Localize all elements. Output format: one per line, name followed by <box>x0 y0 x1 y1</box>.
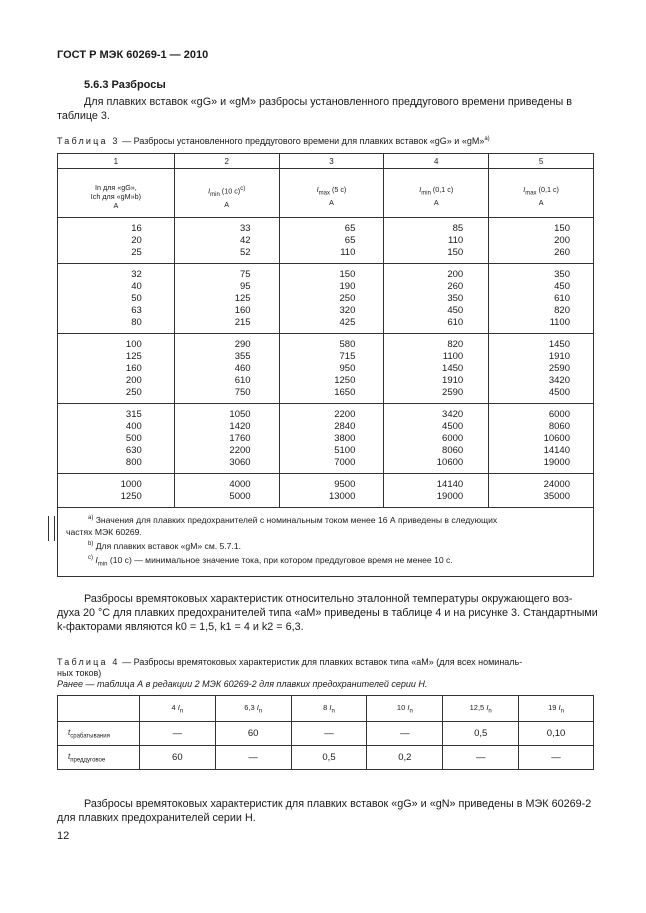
table3-value: 2200 <box>334 409 356 420</box>
table3-value: 610 <box>554 293 570 304</box>
table3-value: 1100 <box>549 317 570 328</box>
table4-cell: — <box>291 722 367 746</box>
table3-value: 1650 <box>334 387 356 398</box>
table3-cell <box>384 334 489 404</box>
table3-group-row <box>58 264 594 334</box>
table3-value: 500 <box>125 433 142 444</box>
table3-value: 63 <box>131 305 142 316</box>
change-bar <box>48 516 55 541</box>
table3-value: 1420 <box>229 421 251 432</box>
table3-value: 1450 <box>548 339 570 350</box>
col5-header-cond: (0,1 с) <box>536 185 559 194</box>
table3-value: 110 <box>340 247 356 258</box>
table3-caption <box>57 136 490 146</box>
table3-value: 750 <box>234 387 251 398</box>
table3-value: 610 <box>234 375 251 386</box>
table3-value: 3420 <box>548 375 570 386</box>
table4-col-header: 8 $I_n$ <box>291 696 367 722</box>
table3-cell <box>279 474 384 508</box>
table3-value: 355 <box>234 351 251 362</box>
table3-group-row <box>58 334 594 404</box>
section-intro-line1: Для плавких вставок «gG» и «gM» разбросы установленного преддугового времени приведены в <box>84 96 572 108</box>
table3-value: 75 <box>239 269 251 280</box>
col4-header-cond: (0,1 с) <box>430 185 454 194</box>
para3-line2: для плавких предохранителей серии Н. <box>57 812 256 824</box>
table3-cell <box>384 404 489 474</box>
table-3 <box>57 153 594 577</box>
note-a-line2: частях МЭК 60269. <box>66 526 142 537</box>
table3-value: 460 <box>234 363 251 374</box>
table3-value: 125 <box>125 351 142 362</box>
table3-cell <box>174 264 279 334</box>
table3-cell <box>58 264 175 334</box>
section-intro-line2: таблице 3. <box>57 110 110 122</box>
section-title: 5.6.3 Разбросы <box>84 79 166 91</box>
note-a-line1: Значения для плавких предохранителей с номинальным током менее 16 А приведены в следующих <box>93 514 498 525</box>
table3-value: 250 <box>339 293 356 304</box>
document-header: ГОСТ Р МЭК 60269-1 — 2010 <box>57 49 209 61</box>
table4-caption-line1 <box>57 657 522 667</box>
table3-value: 65 <box>344 235 356 246</box>
table3-value: 350 <box>554 269 570 280</box>
table3-value: 50 <box>131 293 142 304</box>
table3-cell <box>489 264 594 334</box>
table-4 <box>57 695 594 770</box>
col4-header <box>384 169 489 218</box>
col4-header-sub: min <box>421 190 431 197</box>
table3-value: 2200 <box>229 445 251 456</box>
table3-cell <box>384 218 489 264</box>
table3-value: 160 <box>234 305 251 316</box>
table3-cell <box>384 474 489 508</box>
col5-header <box>489 169 594 218</box>
table3-value: 16 <box>131 223 142 234</box>
para2-line2: духа 20 °С для плавких предохранителей типа «aM» приведены в таблице 4 и на рисунке 3. Стандартными <box>57 607 598 619</box>
table3-notes <box>58 508 594 577</box>
note-b-text: Для плавких вставок «gM» см. 5.7.1. <box>93 540 242 551</box>
table3-value: 150 <box>554 223 570 234</box>
table3-caption-prefix: Таблица 3 <box>57 136 120 146</box>
page-number: 12 <box>57 830 70 842</box>
table4-earlier-note: Ранее — таблица А в редакции 2 МЭК 60269-2 для плавких предохранителей серии Н. <box>57 679 428 689</box>
table3-value: 260 <box>554 247 570 258</box>
col4-header-unit: A <box>433 198 439 208</box>
table4-caption-line2: ных токов) <box>57 668 102 678</box>
table4-cell: 0,5 <box>291 746 367 770</box>
table3-value: 450 <box>554 281 570 292</box>
table4-col-header: 6,3 $I_n$ <box>215 696 291 722</box>
col-number: 5 <box>489 154 594 169</box>
col-number: 4 <box>384 154 489 169</box>
table3-value: 250 <box>125 387 142 398</box>
table3-value: 32 <box>131 269 142 280</box>
table3-value: 14140 <box>543 445 570 456</box>
table3-header-row <box>58 169 594 218</box>
table3-value: 315 <box>125 409 142 420</box>
table3-column-numbers <box>58 154 594 169</box>
col4-header-sym: I <box>419 185 422 194</box>
table4-cell: — <box>139 722 215 746</box>
table3-value: 10600 <box>436 457 464 468</box>
table4-cell: — <box>215 746 291 770</box>
table4-caption-prefix: Таблица 4 <box>57 657 120 667</box>
table3-value: 150 <box>447 247 464 258</box>
table3-value: 6000 <box>548 409 570 420</box>
table3-value: 425 <box>339 317 356 328</box>
table3-value: 13000 <box>328 491 356 502</box>
table4-col-header: 10 $I_n$ <box>367 696 443 722</box>
col-number: 3 <box>279 154 384 169</box>
table3-cell <box>489 218 594 264</box>
table4-cell: 0,10 <box>519 722 594 746</box>
table3-value: 52 <box>239 247 251 258</box>
table3-value: 14140 <box>436 479 464 490</box>
table3-caption-text: — Разбросы установленного преддугового времени для плавких вставок «gG» и «gM» <box>119 136 485 146</box>
table3-value: 85 <box>452 223 464 234</box>
table3-value: 8060 <box>548 421 570 432</box>
col1-header-unit: A <box>113 201 119 210</box>
table3-caption-sup: a) <box>484 136 490 142</box>
col5-header-unit: A <box>538 198 544 208</box>
table3-value: 580 <box>339 339 356 350</box>
table3-cell <box>279 404 384 474</box>
table3-value: 4500 <box>548 387 570 398</box>
table3-value: 1050 <box>229 409 251 420</box>
table3-cell <box>58 218 175 264</box>
table4-cell: — <box>367 722 443 746</box>
table3-value: 95 <box>239 281 251 292</box>
table4-row-label: $t_{преддуговое}$ <box>58 746 140 770</box>
table3-value: 610 <box>447 317 464 328</box>
col2-header-unit: A <box>224 199 230 209</box>
table3-value: 3800 <box>334 433 356 444</box>
table3-value: 400 <box>125 421 142 432</box>
table3-value: 80 <box>131 317 142 328</box>
table3-value: 5000 <box>229 491 251 502</box>
table3-value: 3060 <box>229 457 251 468</box>
table3-value: 2590 <box>548 363 570 374</box>
table3-value: 10600 <box>543 433 570 444</box>
table4-caption-text: — Разбросы времятоковых характеристик для плавких вставок типа «aM» (для всех номиналь- <box>119 657 523 667</box>
table3-body <box>58 218 594 508</box>
col2-header-sub: min <box>210 191 220 198</box>
table3-value: 100 <box>125 339 142 350</box>
table3-value: 200 <box>447 269 464 280</box>
col3-header-sub: max <box>318 190 330 197</box>
table3-value: 65 <box>344 223 356 234</box>
table3-value: 1450 <box>442 363 464 374</box>
para2-line3: k-факторами являются k0 = 1,5, k1 = 4 и k2 = 6,3. <box>57 621 304 633</box>
table3-value: 1910 <box>548 351 570 362</box>
table3-value: 190 <box>339 281 356 292</box>
table4-cell: 60 <box>139 746 215 770</box>
table3-value: 25 <box>131 247 142 258</box>
table3-value: 125 <box>234 293 251 304</box>
table3-value: 1760 <box>229 433 251 444</box>
table3-group-row <box>58 404 594 474</box>
table3-value: 260 <box>447 281 464 292</box>
table3-value: 200 <box>125 375 142 386</box>
table3-value: 630 <box>125 445 142 456</box>
table3-value: 42 <box>239 235 251 246</box>
table3-value: 2590 <box>442 387 464 398</box>
table4-corner-cell <box>58 696 140 722</box>
table3-cell <box>174 404 279 474</box>
col2-header-sym: I <box>208 186 211 196</box>
col1-header <box>58 169 175 218</box>
table3-value: 4000 <box>229 479 251 490</box>
table4-cell: 0,5 <box>443 722 519 746</box>
col3-header <box>279 169 384 218</box>
table3-value: 8060 <box>442 445 464 456</box>
table3-value: 19000 <box>543 457 570 468</box>
table3-cell <box>279 218 384 264</box>
table3-value: 290 <box>234 339 251 350</box>
col2-header-sup: c) <box>240 186 246 192</box>
table3-value: 19000 <box>436 491 464 502</box>
table3-value: 20 <box>131 235 142 246</box>
table3-value: 150 <box>339 269 356 280</box>
col2-header-cond: (10 с) <box>219 186 241 196</box>
col3-header-sym: I <box>316 185 319 194</box>
table3-value: 715 <box>339 351 356 362</box>
col3-header-cond: (5 с) <box>329 185 347 194</box>
table3-value: 110 <box>448 235 464 246</box>
col1-header-line2: Ich для «gM»b) <box>90 192 141 201</box>
table4-col-header: 4 $I_n$ <box>139 696 215 722</box>
table4-row-operating <box>58 722 594 746</box>
col2-header <box>174 169 279 218</box>
note-c-text: (10 с) — минимальное значение тока, при котором преддуговое время не менее 10 с. <box>107 554 453 565</box>
col5-header-sub: max <box>525 190 537 197</box>
para3-line1: Разбросы времятоковых характеристик для плавких вставок «gG» и «gN» приведены в МЭК 60269-2 <box>84 798 592 810</box>
table3-value: 450 <box>447 305 464 316</box>
table3-cell <box>279 334 384 404</box>
col5-header-sym: I <box>523 185 526 194</box>
table4-cell: — <box>519 746 594 770</box>
note-c-sub: min <box>97 561 108 568</box>
table4-col-header: 19 $I_n$ <box>519 696 594 722</box>
note-b-mark: b) <box>88 540 94 547</box>
table3-value: 5100 <box>334 445 356 456</box>
table3-cell <box>384 264 489 334</box>
note-a-mark: a) <box>88 515 94 521</box>
table4-cell: 60 <box>215 722 291 746</box>
table4-header-row <box>58 696 594 722</box>
table3-value: 6000 <box>442 433 464 444</box>
table3-group-row <box>58 474 594 508</box>
table3-value: 1100 <box>442 351 464 362</box>
col1-header-line1: In для «gG», <box>94 183 137 192</box>
para2-line1: Разбросы времятоковых характеристик относительно эталонной температуры окружающего воз- <box>84 593 573 605</box>
table3-value: 200 <box>554 235 570 246</box>
table3-cell <box>174 218 279 264</box>
table4-cell: — <box>443 746 519 770</box>
table3-value: 35000 <box>543 491 570 502</box>
table3-value: 1000 <box>120 479 142 490</box>
table3-cell <box>58 334 175 404</box>
col3-header-unit: A <box>329 198 334 208</box>
table3-value: 24000 <box>543 479 570 490</box>
col-number: 1 <box>58 154 175 169</box>
table3-value: 40 <box>131 281 142 292</box>
table4-row-prearcing <box>58 746 594 770</box>
table3-group-row <box>58 218 594 264</box>
table3-value: 9500 <box>334 479 356 490</box>
table3-value: 33 <box>239 223 251 234</box>
table3-cell <box>279 264 384 334</box>
table3-value: 3420 <box>442 409 464 420</box>
note-c-sym: I <box>95 554 98 565</box>
table3-value: 820 <box>554 305 570 316</box>
table3-value: 4500 <box>442 421 464 432</box>
table3-cell <box>489 404 594 474</box>
table3-value: 1250 <box>334 375 356 386</box>
table3-value: 820 <box>447 339 464 350</box>
table4-cell: 0,2 <box>367 746 443 770</box>
table3-cell <box>58 474 175 508</box>
table3-cell <box>58 404 175 474</box>
table3-value: 1910 <box>442 375 464 386</box>
table3-cell <box>174 334 279 404</box>
table3-value: 7000 <box>334 457 356 468</box>
table3-value: 215 <box>234 317 251 328</box>
table3-value: 1250 <box>120 491 142 502</box>
table3-value: 160 <box>125 363 142 374</box>
table3-cell <box>174 474 279 508</box>
table3-value: 2840 <box>334 421 356 432</box>
table4-col-header: 12,5 $I_n$ <box>443 696 519 722</box>
table3-value: 350 <box>447 293 464 304</box>
table3-value: 800 <box>125 457 142 468</box>
note-c-mark: c) <box>88 554 93 561</box>
table3-cell <box>489 474 594 508</box>
table3-value: 320 <box>339 305 356 316</box>
table3-cell <box>489 334 594 404</box>
col-number: 2 <box>174 154 279 169</box>
table4-row-label: $t_{срабатывания}$ <box>58 722 140 746</box>
table3-value: 950 <box>339 363 356 374</box>
